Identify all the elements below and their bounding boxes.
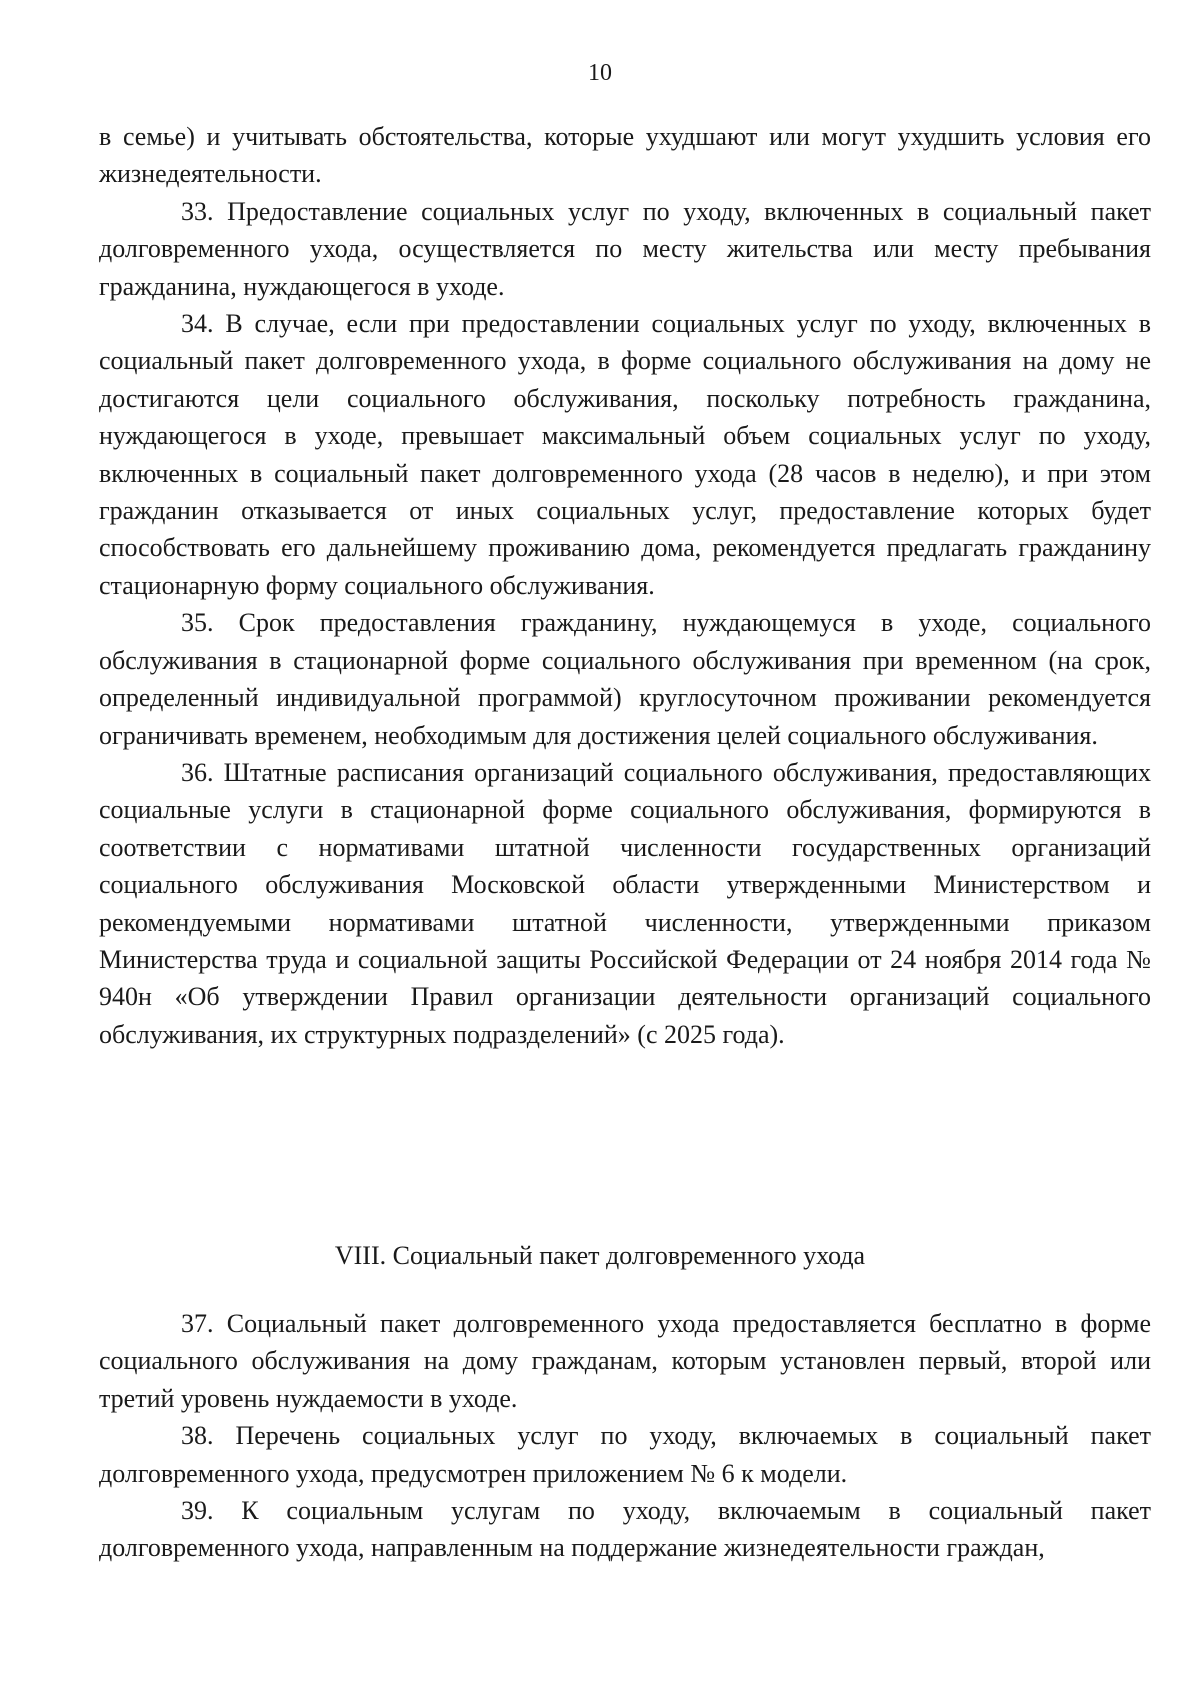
paragraph-33: 33. Предоставление социальных услуг по уходу, включенных в социальный пакет долговременного ухода, осуществляется по месту жительства или месту пребывания гражданина, нуждающегося в уходе. — [99, 196, 1151, 301]
paragraph-34: 34. В случае, если при предоставлении социальных услуг по уходу, включенных в социальный пакет долговременного ухода, в форме социального обслуживания на дому не достигаются цели социального обслуживания, поскольку потребность гражданина, нуждающегося в уходе, превышает максимальный объем социальных услуг по уходу, включенных в социальный пакет долговременного ухода (28 часов в неделю), и при этом гражданин отказывается от иных социальных услуг, предоставление которых будет способствовать его дальнейшему проживанию дома, рекомендуется предлагать гражданину стационарную форму социального обслуживания. — [99, 309, 1151, 600]
text-block-before-heading — [99, 118, 1151, 1053]
page-number: 10 — [588, 60, 612, 86]
paragraph-38: 38. Перечень социальных услуг по уходу, включаемых в социальный пакет долговременного ухода, предусмотрен приложением № 6 к модели. — [99, 1421, 1151, 1488]
text-block-after-heading — [99, 1305, 1151, 1567]
paragraph-continuation: в семье) и учитывать обстоятельства, которые ухудшают или могут ухудшить условия его жизнедеятельности. — [99, 122, 1151, 189]
paragraph-35: 35. Срок предоставления гражданину, нуждающемуся в уходе, социального обслуживания в стационарной форме социального обслуживания при временном (на срок, определенный индивидуальной программой) круглосуточном проживании рекомендуется ограничивать временем, необходимым для достижения целей социального обслуживания. — [99, 608, 1151, 750]
paragraph-37: 37. Социальный пакет долговременного ухода предоставляется бесплатно в форме социального обслуживания на дому гражданам, которым установлен первый, второй или третий уровень нуждаемости в уходе. — [99, 1309, 1151, 1413]
section-heading: VIII. Социальный пакет долговременного ухода — [334, 1241, 866, 1270]
paragraph-39: 39. К социальным услугам по уходу, включаемым в социальный пакет долговременного ухода, направленным на поддержание жизнедеятельности граждан, — [99, 1496, 1151, 1563]
paragraph-36: 36. Штатные расписания организаций социального обслуживания, предоставляющих социальные услуги в стационарной форме социального обслуживания, формируются в соответствии с нормативами штатной численности государственных организаций социального обслуживания Московской области утвержденными Министерством и рекомендуемыми нормативами штатной численности, утвержденными приказом Министерства труда и социальной защиты Российской Федерации от 24 ноября 2014 года № 940н «Об утверждении Правил организации деятельности организаций социального обслуживания, их структурных подразделений» (с 2025 года). — [99, 757, 1151, 1049]
